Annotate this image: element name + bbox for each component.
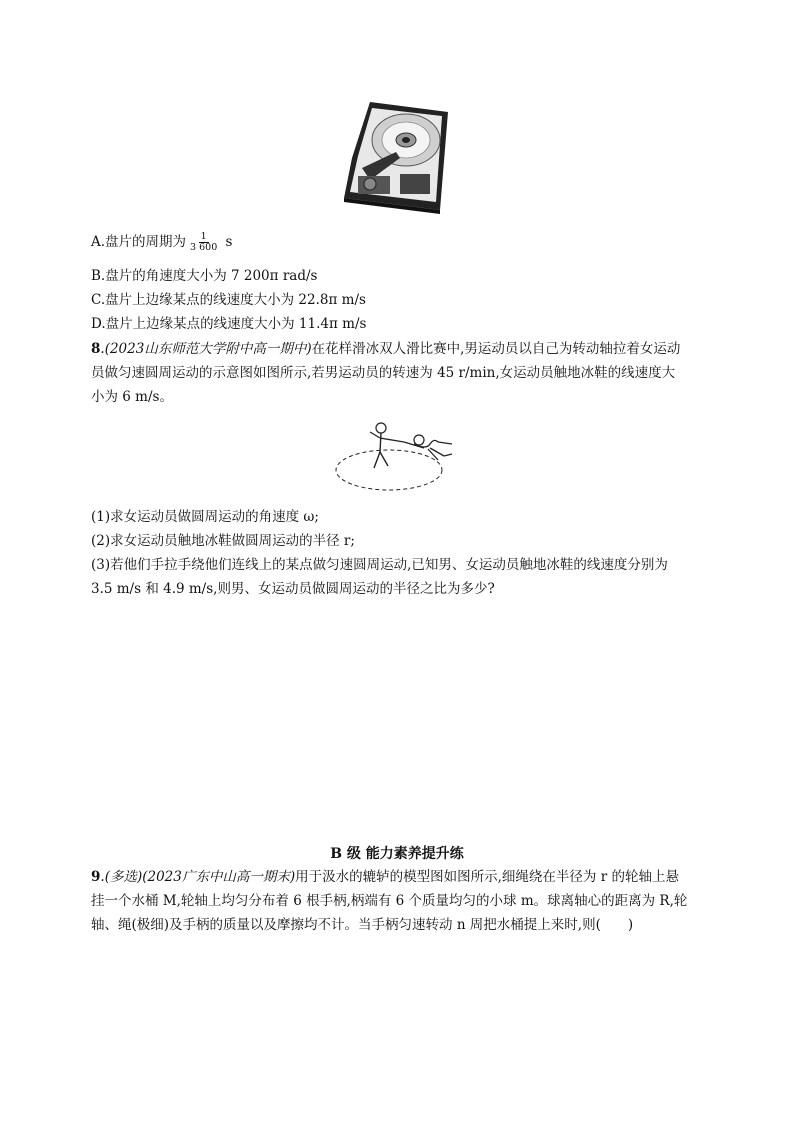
question-8-sub3-line2: 3.5 m/s 和 4.9 m/s,则男、女运动员做圆周运动的半径之比为多少?	[91, 581, 495, 597]
question-8-sub2: (2)求女运动员触地冰鞋做圆周运动的半径 r;	[91, 533, 355, 549]
question-8-sub3-line1: (3)若他们手拉手绕他们连线上的某点做匀速圆周运动,已知男、女运动员触地冰鞋的线速度分别为	[91, 557, 668, 573]
option-c: C.盘片上边缘某点的线速度大小为 22.8π m/s	[91, 292, 366, 308]
question-8-line1: 8.(2023山东师范大学附中高一期中)在花样滑冰双人滑比赛中,男运动员以自己为转动轴拉着女运动	[91, 341, 681, 357]
option-d: D.盘片上边缘某点的线速度大小为 11.4π m/s	[91, 316, 367, 332]
hard-disk-image	[340, 98, 452, 214]
question-8-sub1: (1)求女运动员做圆周运动的角速度 ω;	[91, 509, 319, 525]
question-9-line1: 9.(多选)(2023广东中山高一期末)用于汲水的辘轳的模型图如图所示,细绳绕在半径为 r 的轮轴上悬	[91, 869, 679, 885]
option-b: B.盘片的角速度大小为 7 200π rad/s	[91, 268, 318, 284]
question-9-line2: 挂一个水桶 M,轮轴上均匀分布着 6 根手柄,柄端有 6 个质量均匀的小球 m。球离轴心的距离为 R,轮	[91, 893, 688, 909]
question-8-line3: 小为 6 m/s。	[91, 389, 173, 405]
period-fraction: $\frac{1}{3 600}$	[190, 231, 218, 253]
question-8-line2: 员做匀速圆周运动的示意图如图所示,若男运动员的转速为 45 r/min,女运动员触地冰鞋的线速度大	[91, 365, 676, 381]
section-b-heading: B 级 能力素养提升练	[330, 846, 464, 862]
option-a: A.盘片的周期为 $\frac{1}{3 600}$ s	[91, 231, 233, 253]
question-9-line3: 轴、绳(极细)及手柄的质量以及摩擦均不计。当手柄匀速转动 n 周把水桶提上来时,则( )	[91, 917, 634, 933]
figure-skating-diagram	[334, 420, 460, 496]
